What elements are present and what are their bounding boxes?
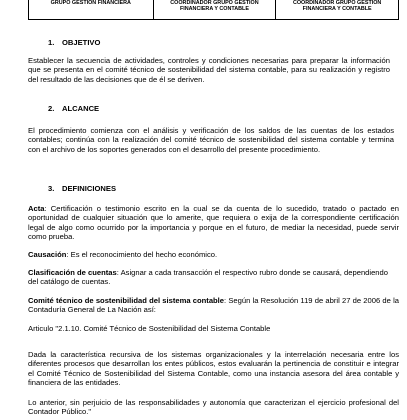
document-header-table	[28, 0, 399, 20]
definition-acta	[28, 204, 399, 241]
section-number: 1.	[48, 38, 55, 47]
definition-text: : Es el reconocimiento del hecho económico.	[66, 250, 218, 259]
definition-term: Acta	[28, 204, 45, 213]
definition-text: : Según la Resolución 119 de abril 27 de 2006 de la Contaduría General de La Nación así:	[28, 296, 399, 315]
definition-text: : Asignar a cada transacción el respectivo rubro donde se causará, dependiendo del catálogo de cuentas.	[28, 268, 388, 287]
section-title-alcance	[48, 104, 99, 113]
section-title-text: DEFINICIONES	[62, 184, 117, 193]
section-title-text: OBJETIVO	[62, 38, 101, 47]
articulo-paragraph: Articulo "2.1.10. Comité Técnico de Sostenibilidad del Sistema Contable	[28, 324, 271, 333]
definition-term: Clasificación de cuentas	[28, 268, 117, 277]
definition-comite	[28, 296, 399, 315]
definition-term: Comité técnico de sostenibilidad del sistema contable	[28, 296, 225, 305]
definition-clasificacion	[28, 268, 388, 287]
alcance-paragraph: El procedimiento comienza con el análisis y verificación de los saldos de las cuentas de los estados contables; continúa con la realización del comité técnico de sostenibilidad del sistema contable y termina con el archivo de los soportes generados con el desarrollo del presente procedimiento.	[28, 126, 394, 154]
definition-term: Causación	[28, 250, 67, 259]
section-title-objetivo	[48, 38, 100, 47]
header-cell-aprobo: COORDINADOR GRUPO GESTION FINANCIERA Y CONTABLE	[276, 0, 399, 20]
section-number: 2.	[48, 104, 55, 113]
header-cell-area: GRUPO GESTION FINANCIERA	[29, 0, 154, 20]
objetivo-paragraph: Establecer la secuencia de actividades, controles y condiciones necesarias para preparar la información que se presenta en el comité técnico de sostenibilidad del sistema contable, para su realización y registro del resultado de las decisiones que de él se deriven.	[28, 56, 390, 84]
section-title-definiciones	[48, 184, 116, 193]
definition-text: : Certificación o testimonio escrito en la cual se da cuenta de lo sucedido, tratado o pactado en oportunidad de cualquier situación que lo amerite, que requiera o exija de la correspondiente certificación legal de algo como ocurrido por la importancia y porque en el futuro, de mediar la necesidad, puede servir como prueba.	[28, 204, 399, 241]
anterior-paragraph: Lo anterior, sin perjuicio de las responsabilidades y autonomía que caracterizan el ejercicio profesional del Contador Público."	[28, 398, 399, 417]
dada-paragraph: Dada la característica recursiva de los sistemas organizacionales y la interrelación necesaria entre los diferentes procesos que desarrollan los entes públicos, estos evaluarán la pertinencia de constituir e integrar el Comité Técnico de Sostenibilidad del Sistema Contable, como una instancia asesora del área contable y financiera de las entidades.	[28, 350, 399, 387]
section-number: 3.	[48, 184, 55, 193]
header-cell-elaboro: COORDINADOR GRUPO GESTION FINANCIERA Y CONTABLE	[153, 0, 276, 20]
section-title-text: ALCANCE	[62, 104, 100, 113]
definition-causacion	[28, 250, 399, 259]
